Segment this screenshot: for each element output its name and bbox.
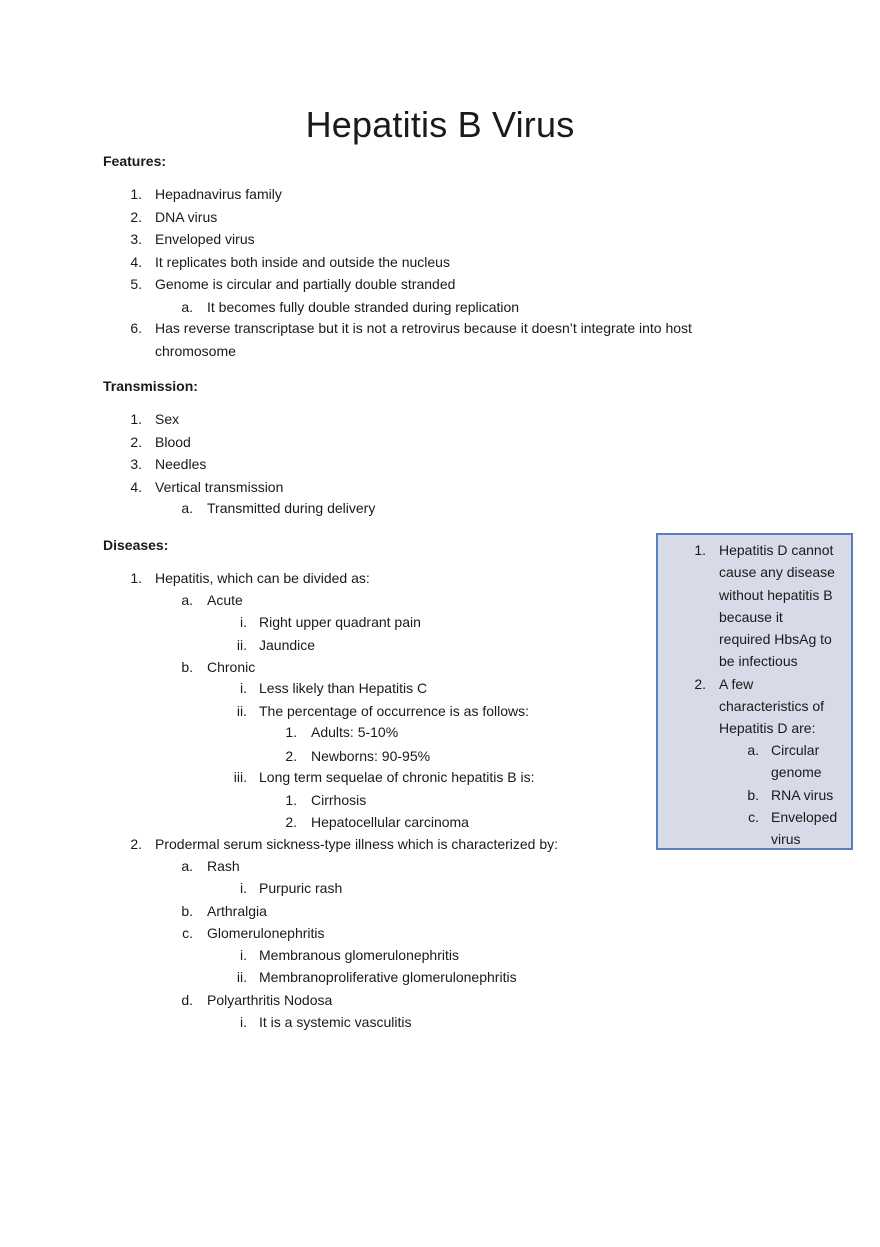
list-item-text: The percentage of occurrence is as follows:: [259, 703, 530, 719]
list-item-text: cause any disease: [719, 564, 835, 580]
list-item-text: Acute: [207, 592, 243, 608]
list-item-text: Has reverse transcriptase but it is not a retrovirus because it doesn’t integrate into host: [155, 320, 692, 336]
list-item-number: 1.: [694, 542, 706, 558]
list-item-text: Jaundice: [259, 637, 316, 653]
list-item-text: Polyarthritis Nodosa: [207, 992, 333, 1008]
list-item-number: i.: [240, 1014, 247, 1030]
list-item-number: 4.: [130, 479, 142, 495]
list-item-number: 1.: [285, 724, 297, 740]
list-item-number: 5.: [130, 276, 142, 292]
list-item-text: Genome is circular and partially double stranded: [155, 276, 456, 292]
list-item-text: Glomerulonephritis: [207, 925, 325, 941]
list-item-number: d.: [181, 992, 193, 1008]
list-item-number: 2.: [285, 748, 297, 764]
list-item-text: genome: [771, 764, 822, 780]
list-item-text: without hepatitis B: [719, 587, 833, 603]
list-item-text: Vertical transmission: [155, 479, 284, 495]
list-item-number: b.: [181, 903, 193, 919]
list-item-number: a.: [181, 858, 193, 874]
list-item-text: Chronic: [207, 659, 256, 675]
list-item-text: It is a systemic vasculitis: [259, 1014, 412, 1030]
list-item-number: 2.: [285, 814, 297, 830]
list-item-number: iii.: [233, 769, 247, 785]
list-item-text: Sex: [155, 411, 180, 427]
list-item-number: a.: [181, 299, 193, 315]
list-item-text: RNA virus: [771, 787, 834, 803]
list-item-number: ii.: [236, 969, 247, 985]
list-item-number: c.: [748, 809, 759, 825]
list-item-text: Prodermal serum sickness-type illness which is characterized by:: [155, 836, 559, 852]
list-item-number: 6.: [130, 320, 142, 336]
list-item-text: Needles: [155, 456, 207, 472]
list-item-number: a.: [747, 742, 759, 758]
list-item-number: 4.: [130, 254, 142, 270]
list-item-text: characteristics of: [719, 698, 825, 714]
list-item-number: ii.: [236, 637, 247, 653]
list-item-text: Hepatitis D are:: [719, 720, 816, 736]
list-item-text: Blood: [155, 434, 191, 450]
list-item-number: b.: [747, 787, 759, 803]
list-item-text: chromosome: [155, 343, 236, 359]
list-item-text: Enveloped virus: [155, 231, 255, 247]
list-item-text: A few: [719, 676, 754, 692]
list-item-number: 1.: [130, 570, 142, 586]
transmission-heading: Transmission:: [103, 378, 198, 394]
list-item-text: be infectious: [719, 653, 798, 669]
list-item-text: Hepatitis D cannot: [719, 542, 834, 558]
list-item-text: It replicates both inside and outside the nucleus: [155, 254, 450, 270]
list-item-text: Hepadnavirus family: [155, 186, 282, 202]
list-item-number: i.: [240, 947, 247, 963]
list-item-text: virus: [771, 831, 801, 847]
list-item-text: Adults: 5-10%: [311, 724, 399, 740]
list-item-text: Less likely than Hepatitis C: [259, 680, 428, 696]
list-item-number: 1.: [285, 792, 297, 808]
list-item-text: Long term sequelae of chronic hepatitis B is:: [259, 769, 535, 785]
list-item-text: Rash: [207, 858, 240, 874]
list-item-number: 2.: [130, 434, 142, 450]
list-item-number: 2.: [130, 836, 142, 852]
list-item-text: Cirrhosis: [311, 792, 367, 808]
list-item-number: 2.: [694, 676, 706, 692]
list-item-text: Hepatocellular carcinoma: [311, 814, 469, 830]
list-item-text: Enveloped: [771, 809, 838, 825]
diseases-heading: Diseases:: [103, 537, 169, 553]
list-item-number: b.: [181, 659, 193, 675]
list-item-number: a.: [181, 500, 193, 516]
list-item-text: Membranoproliferative glomerulonephritis: [259, 969, 517, 985]
list-item-text: Circular: [771, 742, 820, 758]
list-item-text: Membranous glomerulonephritis: [259, 947, 459, 963]
list-item-number: a.: [181, 592, 193, 608]
list-item-number: 2.: [130, 209, 142, 225]
list-item-text: Newborns: 90-95%: [311, 748, 431, 764]
list-item-text: Transmitted during delivery: [207, 500, 376, 516]
list-item-number: i.: [240, 680, 247, 696]
list-item-number: 1.: [130, 186, 142, 202]
features-heading: Features:: [103, 153, 167, 169]
list-item-text: DNA virus: [155, 209, 218, 225]
list-item-number: i.: [240, 880, 247, 896]
list-item-number: 3.: [130, 456, 142, 472]
list-item-text: Purpuric rash: [259, 880, 343, 896]
list-item-text: because it: [719, 609, 783, 625]
list-item-number: 3.: [130, 231, 142, 247]
list-item-number: i.: [240, 614, 247, 630]
list-item-text: It becomes fully double stranded during replication: [207, 299, 520, 315]
list-item-number: 1.: [130, 411, 142, 427]
list-item-text: Arthralgia: [207, 903, 267, 919]
page-title: Hepatitis B Virus: [305, 104, 575, 145]
list-item-number: ii.: [236, 703, 247, 719]
list-item-text: Hepatitis, which can be divided as:: [155, 570, 370, 586]
list-item-number: c.: [182, 925, 193, 941]
list-item-text: required HbsAg to: [719, 631, 832, 647]
list-item-text: Right upper quadrant pain: [259, 614, 421, 630]
